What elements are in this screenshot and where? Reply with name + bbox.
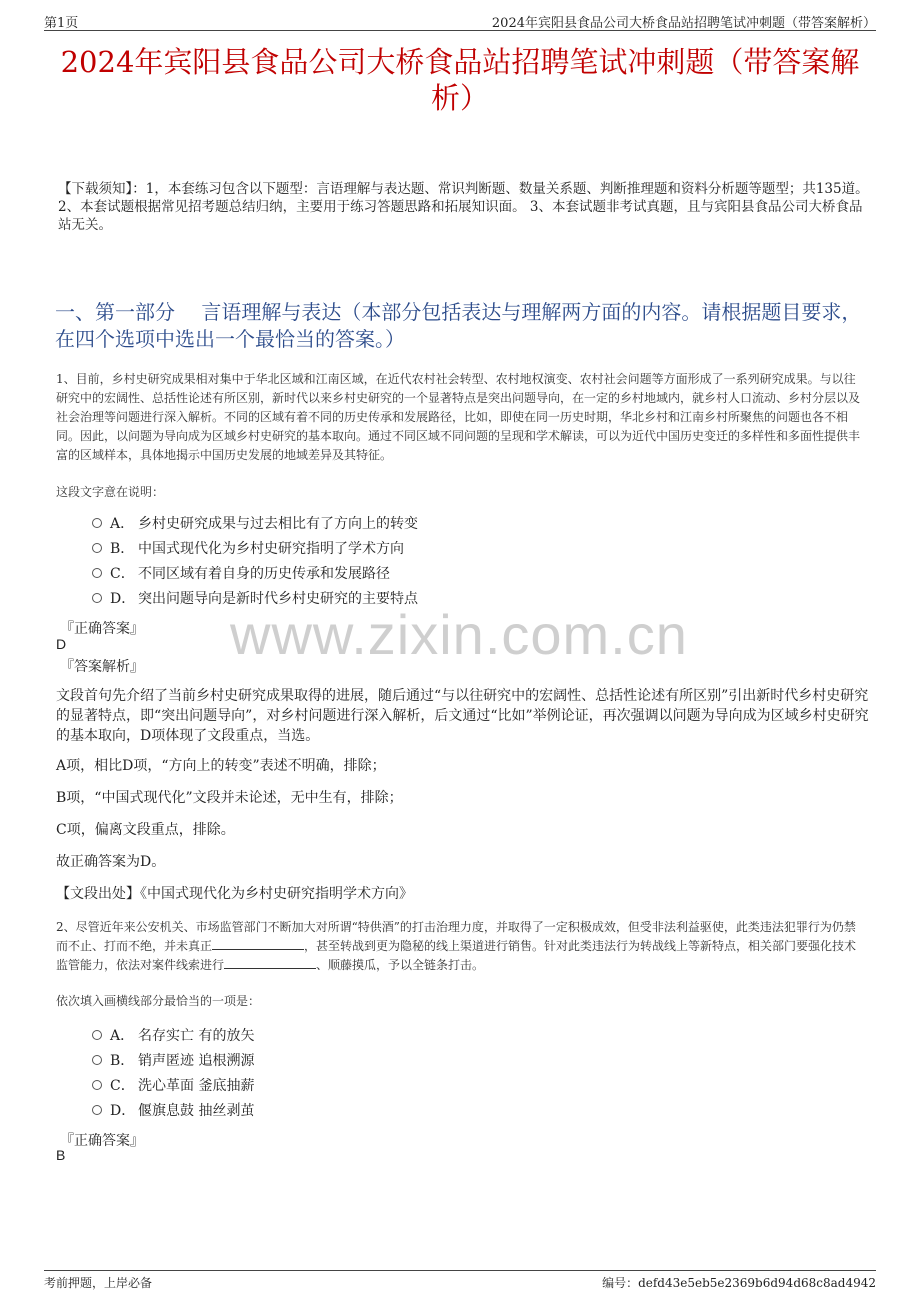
q1-passage: 1、目前，乡村史研究成果相对集中于华北区域和江南区域，在近代农村社会转型、农村地权演变、农村社会问题等方面形成了一系列研究成果。与以往研究中的宏阔性、总括性论述有所区别，新时代以来乡村史研究的一个显著特点是突出问题导向，在一定的乡村地域内，就乡村人口流动、乡村分层以及社会治理等问题进行深入解析。不同的区域有着不同的历史传承和发展路径，比如，即使在同一历史时期，华北乡村和江南乡村所聚焦的问题也各不相同。因此，以问题为导向成为区域乡村史研究的基本取向。通过不同区域不同问题的呈现和学术解读，可以为近代中国历史变迁的多样性和多面性提供丰富的区域样本，具体地揭示中国历史发展的地域差异及其特征。 <box>56 372 861 462</box>
q1-analysis-line: 故正确答案为D。 <box>56 854 166 870</box>
download-notice: 【下载须知】：1，本套练习包含以下题型：言语理解与表达题、常识判断题、数量关系题、判断推理题和资料分析题等题型；共135道。 2、本套试题根据常见招考题总结归纳，主要用于练习答题思路和拓展知识面。 3、本套试题非考试真题，且与宾阳县食品公司大桥食品站无关。 <box>58 181 869 233</box>
q1-option-a[interactable]: A． 乡村史研究成果与过去相比有了方向上的转变 <box>92 514 418 534</box>
page-header <box>44 8 876 31</box>
q2-answer-label: 『正确答案』 <box>60 1133 144 1149</box>
q1-answer: D <box>56 636 67 652</box>
q1-option-d[interactable]: D． 突出问题导向是新时代乡村史研究的主要特点 <box>92 589 418 609</box>
radio-icon[interactable] <box>92 1030 102 1040</box>
q2-option-c[interactable]: C． 洗心革面 釜底抽薪 <box>92 1076 254 1096</box>
radio-icon[interactable] <box>92 1055 102 1065</box>
radio-icon[interactable] <box>92 1105 102 1115</box>
radio-icon[interactable] <box>92 568 102 578</box>
q1-source: 【文段出处】《中国式现代化为乡村史研究指明学术方向》 <box>56 886 413 902</box>
q2-passage: 2、尽管近年来公安机关、市场监管部门不断加大对所谓“特供酒”的打击治理力度，并取得了一定积极成效，但受非法利益驱使，此类违法犯罪行为仍禁而不止、打而不绝，并未真正 ，甚至转战到更为隐秘的线上渠道进行销售。针对此类违法行为转战线上等新特点，相关部门要强化技术监管能力，依法对案件线索进行 、顺藤摸瓜，予以全链条打击。 <box>56 920 857 972</box>
footer-doc-id: 编号：defd43e5eb5e2369b6d94d68c8ad4942 <box>602 1276 876 1290</box>
fill-blank <box>224 956 316 969</box>
q2-option-a[interactable]: A． 名存实亡 有的放矢 <box>92 1026 254 1046</box>
watermark: www.zixin.com.cn <box>230 603 688 666</box>
radio-icon[interactable] <box>92 1080 102 1090</box>
page-number: 第1页 <box>44 16 79 31</box>
q1-option-b[interactable]: B． 中国式现代化为乡村史研究指明了学术方向 <box>92 539 404 559</box>
radio-icon[interactable] <box>92 518 102 528</box>
fill-blank <box>212 937 304 950</box>
q1-analysis-line: A项，相比D项，“方向上的转变”表述不明确，排除； <box>56 758 386 774</box>
radio-icon[interactable] <box>92 593 102 603</box>
q2-option-d[interactable]: D． 偃旗息鼓 抽丝剥茧 <box>92 1101 254 1121</box>
q1-prompt: 这段文字意在说明： <box>56 485 165 499</box>
footer-slogan: 考前押题，上岸必备 <box>44 1276 153 1290</box>
q1-analysis-label: 『答案解析』 <box>60 659 144 675</box>
q2-answer: B <box>56 1147 66 1163</box>
q2-prompt: 依次填入画横线部分最恰当的一项是： <box>56 994 261 1008</box>
q1-analysis-line: B项，“中国式现代化”文段并未论述，无中生有，排除； <box>56 790 403 806</box>
document-title: 2024年宾阳县食品公司大桥食品站招聘笔试冲刺题（带答案解析） <box>60 45 860 115</box>
q1-analysis: 文段首句先介绍了当前乡村史研究成果取得的进展，随后通过“与以往研究中的宏阔性、总括性论述有所区别”引出新时代乡村史研究的显著特点，即“突出问题导向”，对乡村问题进行深入解析，后文通过“比如”举例论证，再次强调以问题为导向成为区域乡村史研究的基本取向，D项体现了文段重点，当选。 <box>56 688 869 744</box>
radio-icon[interactable] <box>92 543 102 553</box>
q1-option-c[interactable]: C． 不同区域有着自身的历史传承和发展路径 <box>92 564 390 584</box>
q1-answer-label: 『正确答案』 <box>60 621 144 637</box>
page-footer <box>44 1270 876 1297</box>
q2-option-b[interactable]: B． 销声匿迹 追根溯源 <box>92 1051 254 1071</box>
section-heading: 一、第一部分 言语理解与表达（本部分包括表达与理解两方面的内容。请根据题目要求，在四个选项中选出一个最恰当的答案。） <box>55 300 862 351</box>
header-doc-title: 2024年宾阳县食品公司大桥食品站招聘笔试冲刺题（带答案解析） <box>491 16 876 31</box>
q1-analysis-line: C项，偏离文段重点，排除。 <box>56 822 235 838</box>
